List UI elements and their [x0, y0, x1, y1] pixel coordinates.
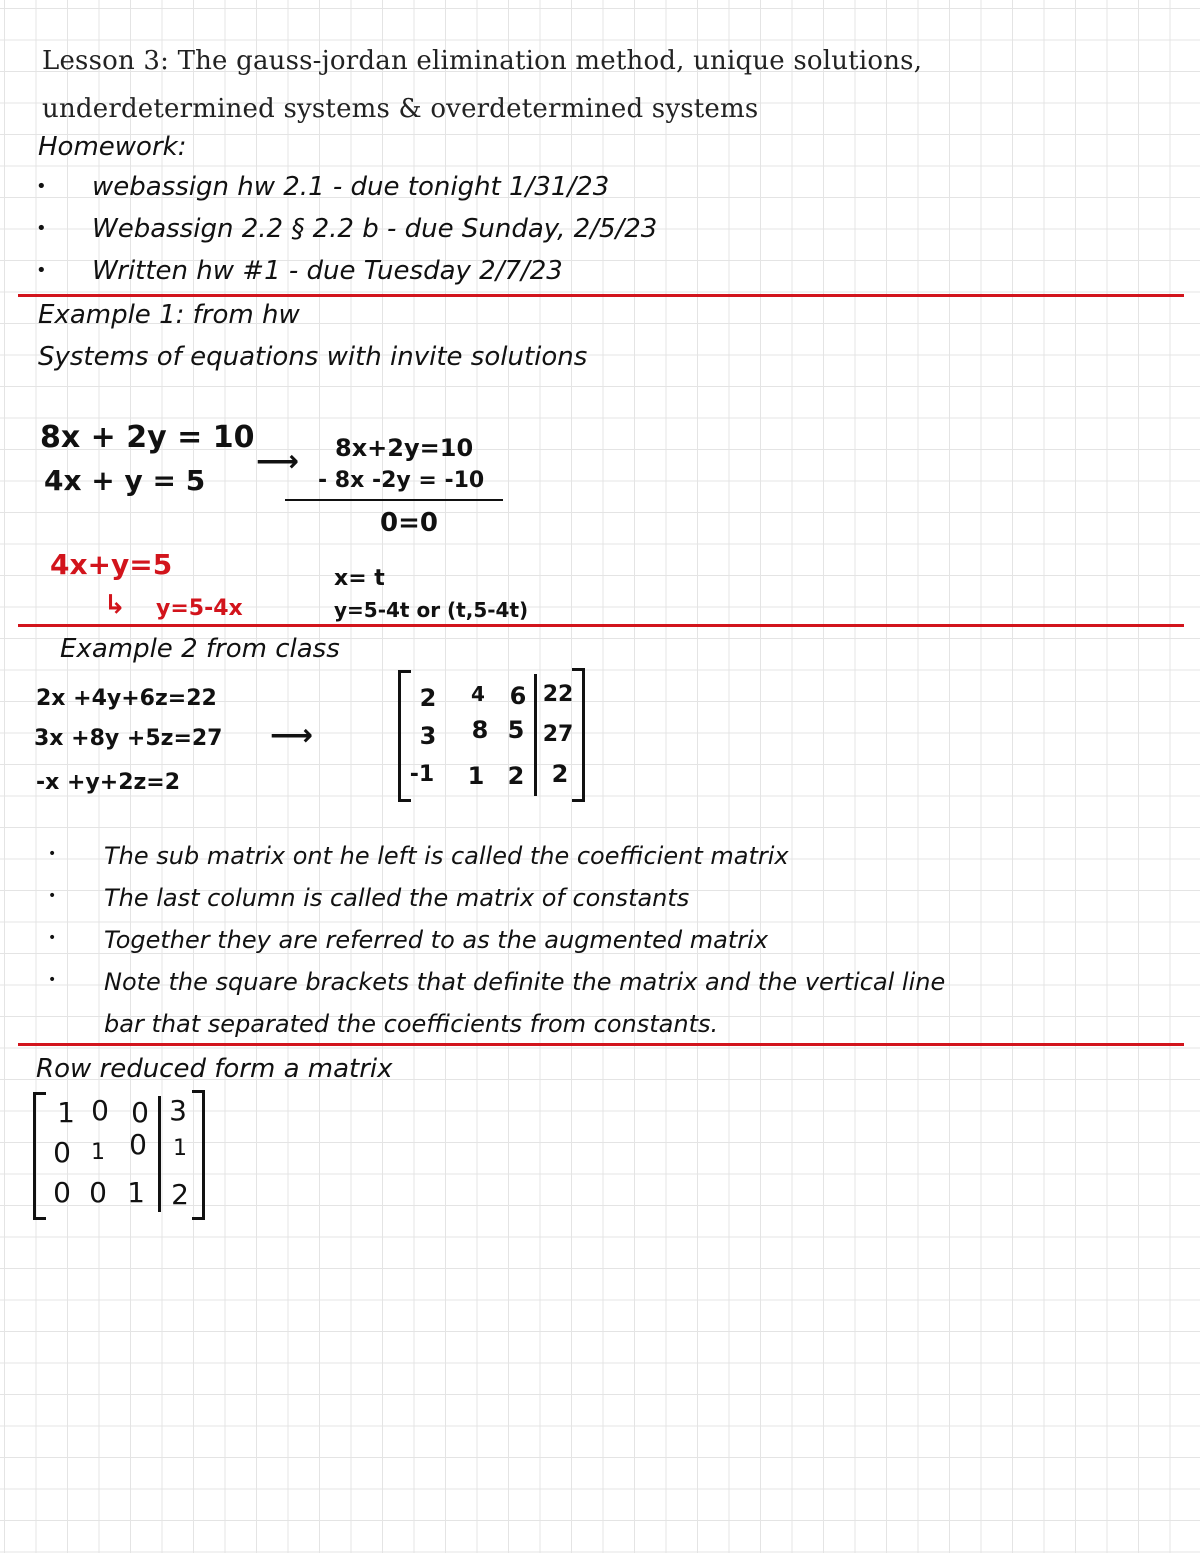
- homework-item: webassign hw 2.1 - due tonight 1/31/23: [92, 172, 610, 202]
- section-divider: [18, 294, 1184, 297]
- page-title: Lesson 3: The gauss-jordan elimination method, unique solutions,: [42, 46, 923, 76]
- matrix-cell: 27: [542, 722, 574, 747]
- matrix-cell: 0: [131, 1096, 149, 1129]
- augment-bar: [534, 674, 537, 796]
- example2-eq3: -x +y+2z=2: [36, 770, 181, 795]
- example1-sol2: y=5-4t or (t,5-4t): [334, 598, 529, 622]
- matrix-cell: 0: [91, 1094, 109, 1127]
- note-item-continued: bar that separated the coefficients from constants.: [104, 1010, 719, 1038]
- example2-eq1: 2x +4y+6z=22: [36, 686, 217, 711]
- bullet-dot: •: [48, 930, 57, 946]
- example1-red-eq: 4x+y=5: [50, 548, 173, 581]
- matrix-left-bracket: [33, 1092, 46, 1220]
- note-item: The last column is called the matrix of constants: [104, 884, 690, 912]
- matrix-cell: 4: [471, 682, 485, 706]
- example1-work3: 0=0: [380, 508, 438, 538]
- page-title-line2: underdetermined systems & overdetermined systems: [42, 94, 759, 124]
- arrow-turn-icon: ↳: [104, 590, 126, 620]
- matrix-cell: 2: [419, 684, 437, 712]
- matrix-cell: -1: [409, 762, 435, 787]
- homework-item: Webassign 2.2 § 2.2 b - due Sunday, 2/5/23: [92, 214, 658, 244]
- arrow-right-icon: ⟶: [256, 444, 300, 479]
- bullet-dot: •: [48, 972, 57, 988]
- example1-sol1: x= t: [334, 566, 385, 591]
- example1-work1: 8x+2y=10: [335, 434, 474, 462]
- bullet-dot: •: [48, 846, 57, 862]
- sum-line: [285, 499, 503, 501]
- matrix-cell: 1: [173, 1136, 187, 1161]
- bullet-dot: •: [36, 260, 47, 281]
- example1-work2: - 8x -2y = -10: [318, 468, 485, 493]
- example1-eq1: 8x + 2y = 10: [40, 420, 255, 455]
- matrix-cell: 2: [551, 760, 569, 788]
- matrix-cell: 1: [467, 762, 485, 790]
- matrix-cell: 6: [509, 682, 527, 710]
- example2-heading: Example 2 from class: [60, 634, 340, 664]
- matrix-cell: 0: [53, 1176, 71, 1209]
- matrix-cell: 8: [471, 716, 489, 744]
- homework-heading: Homework:: [38, 132, 187, 162]
- augment-bar: [158, 1096, 161, 1212]
- row-reduced-heading: Row reduced form a matrix: [36, 1054, 393, 1084]
- matrix-cell: 0: [129, 1128, 147, 1161]
- section-divider: [18, 1043, 1184, 1046]
- example1-heading: Example 1: from hw: [38, 300, 300, 330]
- matrix-cell: 2: [171, 1178, 189, 1211]
- arrow-right-icon: ⟶: [270, 718, 314, 753]
- matrix-cell: 1: [91, 1140, 105, 1165]
- section-divider: [18, 624, 1184, 627]
- homework-item: Written hw #1 - due Tuesday 2/7/23: [92, 256, 563, 286]
- bullet-dot: •: [48, 888, 57, 904]
- matrix-cell: 22: [542, 682, 574, 707]
- matrix-cell: 1: [57, 1096, 75, 1129]
- example2-eq2: 3x +8y +5z=27: [34, 726, 223, 751]
- note-item: Note the square brackets that definite the matrix and the vertical line: [104, 968, 946, 996]
- matrix-cell: 5: [507, 716, 525, 744]
- matrix-cell: 2: [507, 762, 525, 790]
- example1-red-solved: y=5-4x: [156, 596, 243, 621]
- matrix-cell: 0: [53, 1136, 71, 1169]
- matrix-cell: 3: [169, 1094, 187, 1127]
- note-item: Together they are referred to as the augmented matrix: [104, 926, 769, 954]
- note-item: The sub matrix ont he left is called the coefficient matrix: [104, 842, 789, 870]
- matrix-cell: 1: [127, 1176, 145, 1209]
- bullet-dot: •: [36, 218, 47, 239]
- example1-eq2: 4x + y = 5: [44, 464, 206, 497]
- matrix-cell: 3: [419, 722, 437, 750]
- bullet-dot: •: [36, 176, 47, 197]
- matrix-cell: 0: [89, 1176, 107, 1209]
- example1-subheading: Systems of equations with invite solutions: [38, 342, 588, 372]
